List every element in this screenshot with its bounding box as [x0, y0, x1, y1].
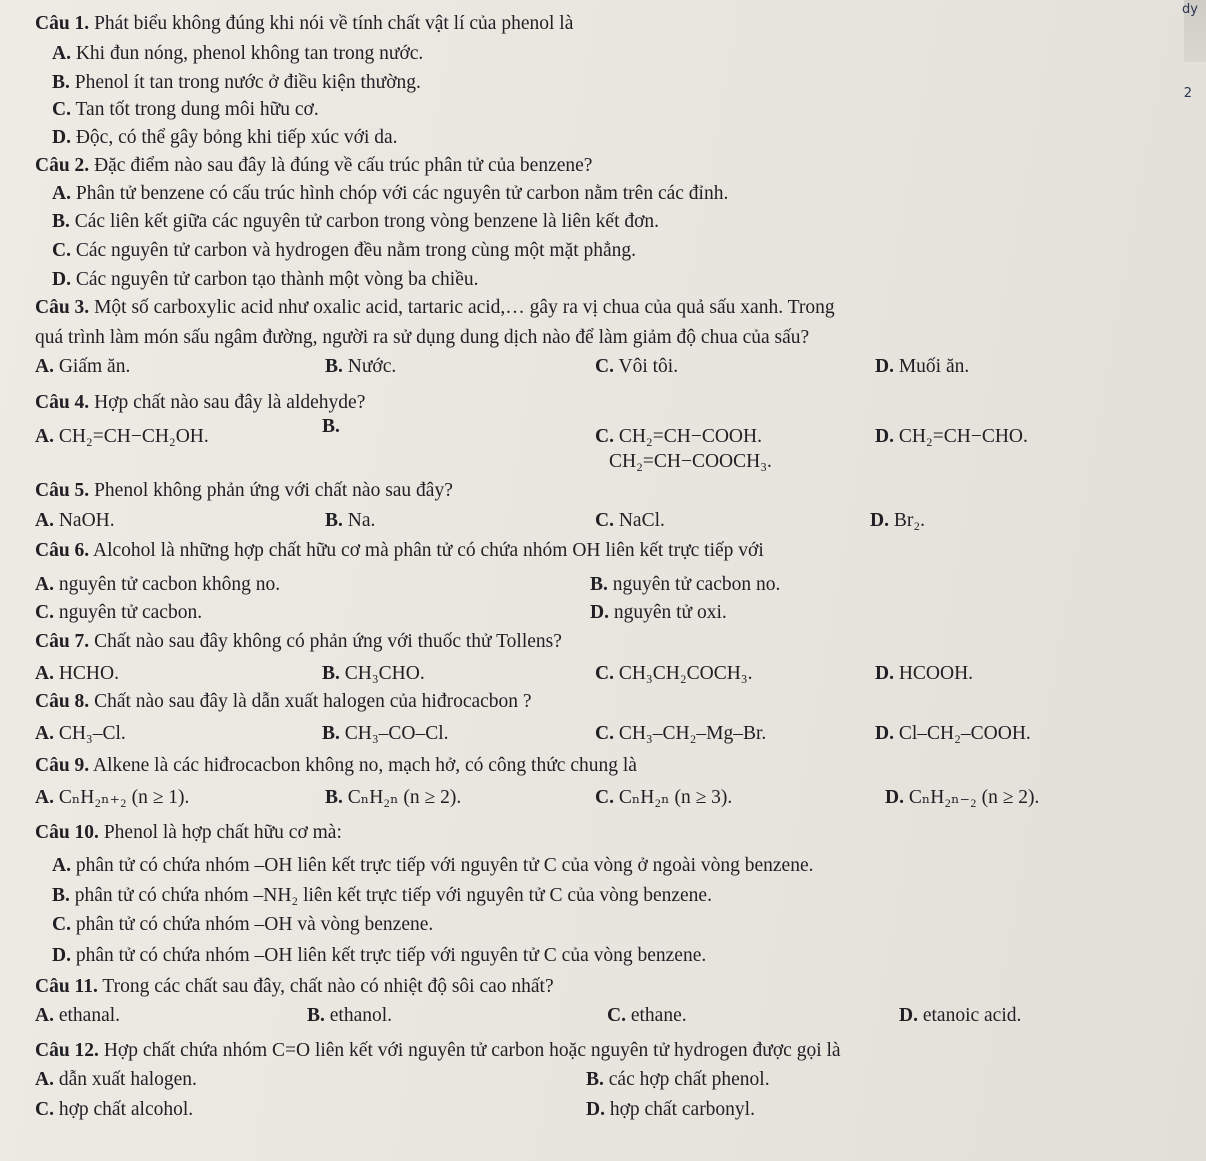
answer-option[interactable]	[52, 182, 728, 206]
option-text: ethanol.	[324, 1005, 393, 1026]
answer-option[interactable]	[307, 1004, 392, 1028]
option-text: CₙH₂ₙ (n ≥ 3).	[613, 787, 733, 808]
option-text: CₙH₂ₙ₊₂ (n ≥ 1).	[53, 787, 190, 808]
option-label: A.	[35, 723, 54, 744]
option-label: A.	[35, 1005, 54, 1026]
option-label: D.	[875, 356, 894, 377]
answer-option[interactable]	[325, 355, 396, 379]
question-number: Câu 11.	[35, 976, 98, 997]
option-text: hợp chất alcohol.	[53, 1099, 194, 1120]
option-label: A.	[35, 574, 54, 595]
option-text: CH₃CHO.	[339, 663, 425, 684]
answer-option[interactable]	[875, 355, 969, 379]
option-text: Các nguyên tử carbon tạo thành một vòng ba chiều.	[70, 269, 479, 290]
option-label: D.	[52, 127, 71, 148]
question-number: Câu 2.	[35, 155, 90, 176]
question-number: Câu 6.	[35, 540, 90, 561]
answer-option[interactable]	[52, 98, 319, 122]
option-label: D.	[52, 945, 71, 966]
answer-option[interactable]	[322, 662, 425, 686]
question-text: Alcohol là những hợp chất hữu cơ mà phân tử có chứa nhóm OH liên kết trực tiếp với	[89, 540, 764, 561]
option-label: B.	[325, 787, 343, 808]
option-label: A.	[35, 787, 54, 808]
answer-option[interactable]	[595, 355, 678, 379]
question-text: Phát biểu không đúng khi nói về tính chất vật lí của phenol là	[89, 13, 574, 34]
option-label: A.	[35, 426, 54, 447]
option-label: C.	[607, 1005, 626, 1026]
option-text: dẫn xuất halogen.	[53, 1069, 197, 1090]
question-number: Câu 3.	[35, 297, 90, 318]
option-text: phân tử có chứa nhóm –OH liên kết trực tiếp với nguyên tử C của vòng benzene.	[70, 945, 707, 966]
answer-option[interactable]	[35, 722, 126, 746]
option-label: D.	[586, 1099, 605, 1120]
question-text: Một số carboxylic acid như oxalic acid, tartaric acid,… gây ra vị chua của quả sấu xanh. Trong	[89, 297, 835, 318]
answer-option[interactable]	[52, 210, 659, 234]
question-number: Câu 8.	[35, 691, 90, 712]
option-label: B.	[52, 72, 70, 93]
answer-option[interactable]	[595, 509, 665, 533]
option-label: C.	[595, 356, 614, 377]
option-text: ethanal.	[53, 1005, 121, 1026]
question-number: Câu 12.	[35, 1040, 99, 1061]
handwritten-mark-top: dy	[1182, 2, 1198, 17]
option-label: D.	[875, 663, 894, 684]
option-text: Muối ăn.	[893, 356, 970, 377]
answer-option[interactable]	[35, 662, 119, 686]
option-text: NaOH.	[53, 510, 115, 531]
answer-option[interactable]	[52, 71, 421, 95]
option-label: A.	[52, 855, 71, 876]
option-label: A.	[35, 356, 54, 377]
question-text: Đặc điểm nào sau đây là đúng về cấu trúc phân tử của benzene?	[89, 155, 593, 176]
option-label: D.	[870, 510, 889, 531]
question-text: Phenol không phản ứng với chất nào sau đây?	[89, 480, 453, 501]
question-text: Chất nào sau đây là dẫn xuất halogen của hiđrocacbon ?	[89, 691, 532, 712]
answer-option[interactable]	[52, 913, 433, 937]
option-text: CH₂=CH−COOH.	[613, 426, 762, 447]
option-text: Giấm ăn.	[53, 356, 131, 377]
answer-option[interactable]	[607, 1004, 687, 1028]
option-label: B.	[322, 416, 340, 437]
option-label: B.	[307, 1005, 325, 1026]
question-text: quá trình làm món sấu ngâm đường, người ra sử dụng dung dịch nào để làm giảm độ chua của sấu?	[35, 327, 810, 348]
answer-option[interactable]	[322, 722, 449, 746]
answer-option[interactable]	[35, 355, 130, 379]
option-text: CₙH₂ₙ (n ≥ 2).	[342, 787, 462, 808]
option-text: CH₂=CH−CH₂OH.	[53, 426, 209, 447]
answer-option[interactable]	[52, 126, 398, 150]
option-text: CH₃CH₂COCH₃.	[613, 663, 753, 684]
option-label: B.	[325, 356, 343, 377]
option-label: D.	[885, 787, 904, 808]
answer-option[interactable]	[52, 42, 423, 66]
option-label: C.	[595, 663, 614, 684]
option-label: D.	[52, 269, 71, 290]
option-label: C.	[595, 723, 614, 744]
option-text: nguyên tử cacbon no.	[607, 574, 781, 595]
option-text: Các liên kết giữa các nguyên tử carbon trong vòng benzene là liên kết đơn.	[69, 211, 660, 232]
option-label: C.	[595, 510, 614, 531]
option-label: B.	[586, 1069, 604, 1090]
question-number: Câu 7.	[35, 631, 90, 652]
option-label: D.	[875, 723, 894, 744]
option-label: C.	[52, 914, 71, 935]
question-number: Câu 10.	[35, 822, 99, 843]
answer-option[interactable]	[35, 1068, 197, 1092]
option-text: nguyên tử cacbon không no.	[53, 574, 281, 595]
option-label: B.	[325, 510, 343, 531]
option-text: nguyên tử oxi.	[608, 602, 727, 623]
option-text: Na.	[342, 510, 376, 531]
answer-option[interactable]	[590, 601, 727, 625]
answer-option[interactable]	[875, 722, 1031, 746]
option-label: A.	[52, 43, 71, 64]
answer-option[interactable]	[595, 662, 752, 686]
option-text: Phenol ít tan trong nước ở điều kiện thường.	[69, 72, 421, 93]
question-number: Câu 9.	[35, 755, 90, 776]
option-text: phân tử có chứa nhóm –OH và vòng benzene.	[70, 914, 434, 935]
answer-option[interactable]	[595, 722, 766, 746]
option-text: HCHO.	[53, 663, 119, 684]
option-text: etanoic acid.	[917, 1005, 1022, 1026]
option-label: A.	[35, 510, 54, 531]
option-label: C.	[35, 602, 54, 623]
answer-option[interactable]	[52, 884, 712, 908]
option-text: Các nguyên tử carbon và hydrogen đều nằm trong cùng một mặt phẳng.	[70, 240, 637, 261]
option-label: D.	[899, 1005, 918, 1026]
option-label: C.	[35, 1099, 54, 1120]
question-text: Alkene là các hiđrocacbon không no, mạch hở, có công thức chung là	[89, 755, 637, 776]
option-text: Br₂.	[888, 510, 926, 531]
option-text: Vôi tôi.	[613, 356, 679, 377]
question-text: Hợp chất nào sau đây là aldehyde?	[89, 392, 366, 413]
answer-option[interactable]	[35, 786, 189, 810]
answer-option[interactable]	[52, 854, 813, 878]
option-text: NaCl.	[613, 510, 665, 531]
option-label: C.	[52, 99, 71, 120]
answer-option[interactable]	[35, 601, 202, 625]
option-text: Phân tử benzene có cấu trúc hình chóp với các nguyên tử carbon nằm trên các đỉnh.	[70, 183, 729, 204]
answer-option[interactable]	[586, 1068, 770, 1092]
option-label: D.	[590, 602, 609, 623]
option-label: B.	[590, 574, 608, 595]
option-text: phân tử có chứa nhóm –OH liên kết trực tiếp với nguyên tử C của vòng ở ngoài vòng benzene.	[70, 855, 814, 876]
option-label: B.	[322, 663, 340, 684]
answer-option[interactable]	[885, 786, 1039, 810]
answer-option[interactable]	[52, 944, 706, 968]
option-text: nguyên tử cacbon.	[53, 602, 203, 623]
option-text: Tan tốt trong dung môi hữu cơ.	[70, 99, 319, 120]
answer-option[interactable]	[870, 509, 925, 533]
option-label: A.	[35, 663, 54, 684]
question-number: Câu 5.	[35, 480, 90, 501]
answer-option[interactable]	[595, 425, 762, 449]
question-number: Câu 1.	[35, 13, 90, 34]
answer-option[interactable]	[875, 662, 973, 686]
option-text: CH₂=CH−COOCH₃.	[609, 451, 772, 472]
answer-option[interactable]	[875, 425, 1028, 449]
option-label: B.	[52, 885, 70, 906]
answer-option[interactable]	[322, 415, 340, 439]
option-text: CₙH₂ₙ₋₂ (n ≥ 2).	[903, 787, 1040, 808]
option-text: CH₃–Cl.	[53, 723, 126, 744]
option-label: B.	[322, 723, 340, 744]
answer-option[interactable]	[325, 786, 461, 810]
option-label: C.	[595, 426, 614, 447]
answer-option[interactable]	[35, 573, 280, 597]
answer-option[interactable]	[52, 268, 478, 292]
option-text: CH₃–CH₂–Mg–Br.	[613, 723, 767, 744]
option-label: A.	[52, 183, 71, 204]
option-label: D.	[875, 426, 894, 447]
question-text: Chất nào sau đây không có phản ứng với thuốc thử Tollens?	[89, 631, 562, 652]
option-text: Nước.	[342, 356, 397, 377]
option-text: phân tử có chứa nhóm –NH₂ liên kết trực tiếp với nguyên tử C của vòng benzene.	[69, 885, 712, 906]
option-text: hợp chất carbonyl.	[604, 1099, 755, 1120]
option-text: CH₃–CO–Cl.	[339, 723, 449, 744]
answer-option[interactable]	[35, 1098, 193, 1122]
answer-option[interactable]	[35, 425, 209, 449]
answer-option[interactable]	[590, 573, 780, 597]
answer-option[interactable]	[35, 509, 115, 533]
answer-option[interactable]	[586, 1098, 755, 1122]
answer-option[interactable]	[899, 1004, 1021, 1028]
option-text: Cl–CH₂–COOH.	[893, 723, 1031, 744]
answer-option[interactable]	[609, 450, 772, 474]
question-text: Trong các chất sau đây, chất nào có nhiệt độ sôi cao nhất?	[97, 976, 554, 997]
question-text: Hợp chất chứa nhóm C=O liên kết với nguyên tử carbon hoặc nguyên tử hydrogen được gọi là	[98, 1040, 841, 1061]
answer-option[interactable]	[35, 1004, 120, 1028]
option-text: Độc, có thể gây bỏng khi tiếp xúc với da.	[70, 127, 398, 148]
handwritten-mark-side: 2	[1183, 86, 1192, 101]
question-number: Câu 4.	[35, 392, 90, 413]
answer-option[interactable]	[595, 786, 732, 810]
option-label: A.	[35, 1069, 54, 1090]
option-text: HCOOH.	[893, 663, 974, 684]
option-text: các hợp chất phenol.	[603, 1069, 770, 1090]
option-text: Khi đun nóng, phenol không tan trong nước.	[70, 43, 424, 64]
answer-option[interactable]	[325, 509, 375, 533]
question-text: Phenol là hợp chất hữu cơ mà:	[98, 822, 342, 843]
option-text: ethane.	[625, 1005, 687, 1026]
option-label: B.	[52, 211, 70, 232]
option-label: C.	[52, 240, 71, 261]
option-label: C.	[595, 787, 614, 808]
answer-option[interactable]	[52, 239, 636, 263]
option-text: CH₂=CH−CHO.	[893, 426, 1028, 447]
